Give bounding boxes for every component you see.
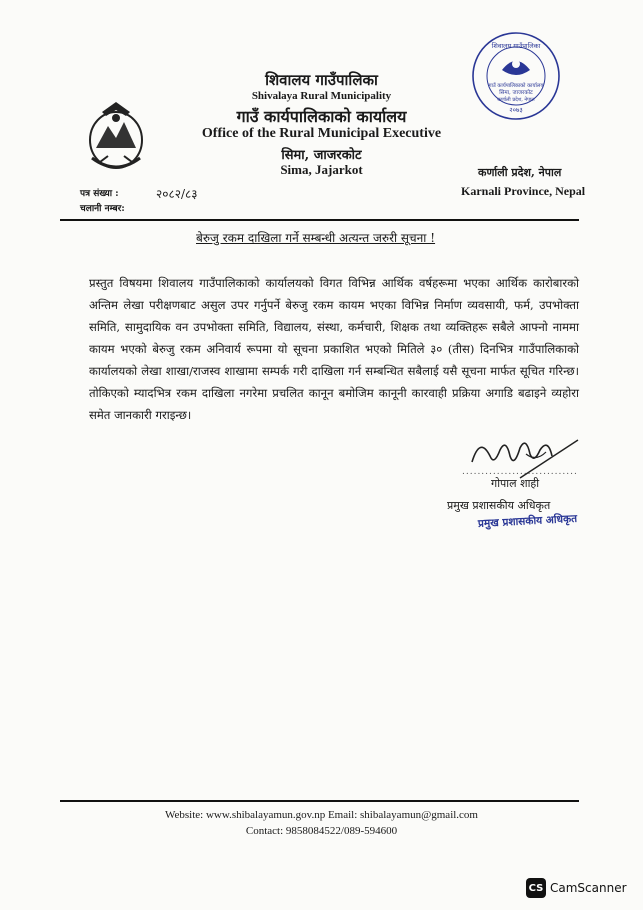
seal-text-mid: गाउँ कार्यपालिकाको कार्यालय bbox=[488, 83, 544, 89]
header-divider bbox=[60, 219, 579, 221]
ref-number-label: पत्र संख्या : bbox=[80, 189, 119, 199]
municipality-name-en: Shivalaya Rural Municipality bbox=[251, 90, 392, 102]
signer-stamp: प्रमुख प्रशासकीय अधिकृत bbox=[477, 512, 578, 530]
office-name-en: Office of the Rural Municipal Executive bbox=[201, 126, 442, 141]
place-np: सिमा, जाजरकोट bbox=[281, 148, 362, 163]
signer-name: गोपाल शाही bbox=[491, 477, 540, 490]
province-np: कर्णाली प्रदेश, नेपाल bbox=[478, 166, 562, 179]
seal-text-province: कर्णाली प्रदेश, नेपाल bbox=[497, 97, 535, 103]
notice-body: प्रस्तुत विषयमा शिवालय गाउँपालिकाको कार्यालयको विगत विभिन्न आर्थिक वर्षहरूमा भएका आर्थिक कारोबारको अन्तिम लेखा परीक्षणबाट असुल उपर गर्नुपर्ने बेरुजु रकम कायम भएका विभिन्न निर्माण व्यवसायी, फर्म, उपभोक्ता समिति, सामुदायिक वन उपभोक्ता समिति, विद्यालय, संस्था, कर्मचारी, शिक्षक तथा व्यक्तिहरू सबैले आफ्नो नाममा कायम भएको बेरुजु रकम अनिवार्य रूपमा यो सूचना प्रकाशित भएको मितिले ३० (तीस) दिनभित्र गाउँपालिकाको कार्यालयको लेखा शाखा/राजस्व शाखामा सम्पर्क गरी दाखिला गर्न सम्बन्धित सबैलाई यसै सूचना मार्फत सूचित गरिन्छ। तोकिएको म्यादभित्र रकम दाखिला नगरेमा प्रचलित कानून बमोजिम कानूनी कारवाही प्रक्रिया अगाडि बढाइने व्यहोरा समेत जानकारी गराइन्छ। bbox=[89, 276, 579, 422]
signature-line: .............................. bbox=[462, 467, 578, 477]
camscanner-watermark bbox=[526, 878, 627, 898]
ref-number-value: २०८२/८३ bbox=[156, 187, 198, 201]
notice-subject: बेरुजु रकम दाखिला गर्ने सम्बन्धी अत्यन्त जरुरी सूचना ! bbox=[196, 231, 436, 245]
municipality-name-np: शिवालय गाउँपालिका bbox=[265, 71, 378, 89]
seal-year: २०७३ bbox=[509, 106, 523, 114]
footer-divider bbox=[60, 800, 579, 802]
signer-title: प्रमुख प्रशासकीय अधिकृत bbox=[447, 499, 551, 512]
footer-contact: Contact: 9858084522/089-594600 bbox=[245, 825, 398, 837]
footer-website-email: Website: www.shibalayamun.gov.np Email: shibalayamun@gmail.com bbox=[164, 809, 478, 821]
place-en: Sima, Jajarkot bbox=[280, 162, 363, 177]
province-en: Karnali Province, Nepal bbox=[461, 184, 586, 198]
dispatch-number-label: चलानी नम्बर: bbox=[80, 204, 125, 214]
seal-text-top: शिवालय गाउँपालिका bbox=[491, 42, 541, 50]
seal-text-place: सिमा, जाजरकोट bbox=[499, 90, 533, 96]
camscanner-label: CamScanner bbox=[550, 881, 627, 895]
office-name-np: गाउँ कार्यपालिकाको कार्यालय bbox=[236, 107, 407, 126]
camscanner-icon: CS bbox=[526, 878, 546, 898]
